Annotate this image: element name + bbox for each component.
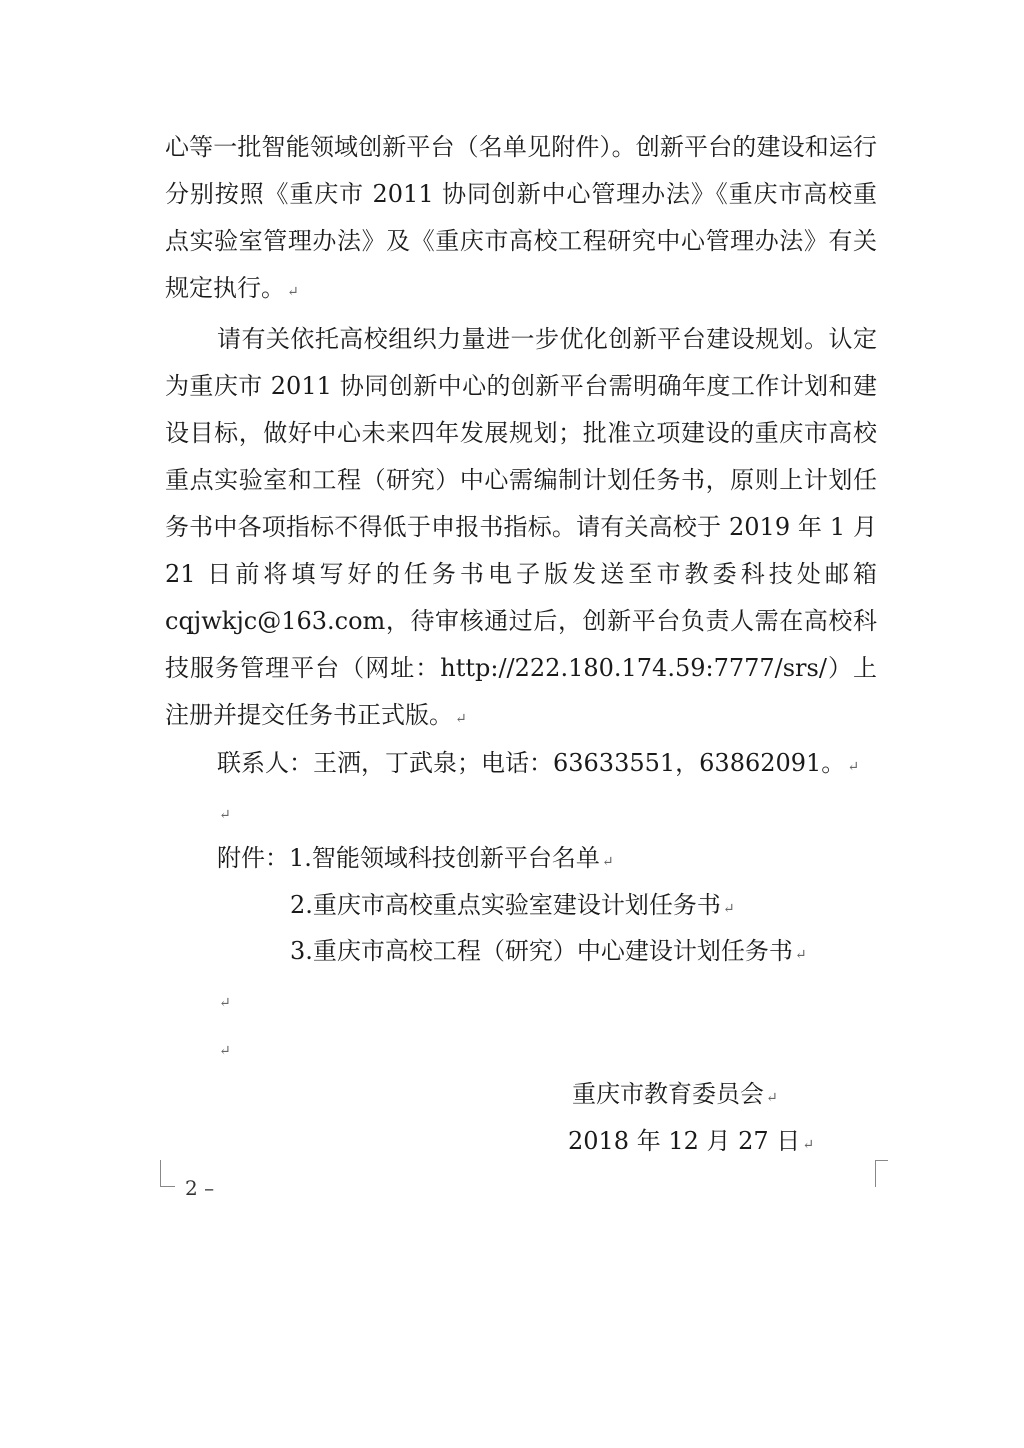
attachment-line-3: [290, 928, 807, 979]
paragraph-mark: ↵: [802, 1137, 815, 1153]
attachment-line-1: [217, 835, 614, 886]
contact-line: [217, 740, 859, 791]
margin-corner-left: [160, 1160, 175, 1187]
paragraph-mark: ↵: [287, 284, 299, 300]
issue-date: 2018 年 12 月 27 日: [568, 1127, 801, 1155]
paragraph-mark: ↵: [455, 711, 467, 727]
page-number: 2 –: [185, 1176, 215, 1200]
paragraph-mark: ↵: [847, 759, 860, 775]
contact-text: 联系人：王洒，丁武泉；电话：63633551，63862091。: [217, 749, 846, 777]
margin-corner-right: [875, 1160, 888, 1187]
paragraph-mark: ↵: [794, 947, 807, 963]
blank-line: [217, 788, 231, 839]
issuer-name: 重庆市教育委员会: [572, 1080, 764, 1108]
attachment-item-3: 3.重庆市高校工程（研究）中心建设计划任务书: [290, 937, 793, 965]
issuer-line: [572, 1071, 778, 1122]
body-text: [165, 124, 877, 743]
blank-line: [217, 976, 231, 1027]
paragraph-mark: ↵: [219, 995, 231, 1011]
attachment-item-1: 1.智能领域科技创新平台名单: [289, 844, 600, 872]
attachment-item-2: 2.重庆市高校重点实验室建设计划任务书: [290, 891, 721, 919]
paragraph-mark: ↵: [722, 901, 735, 917]
paragraph-mark: ↵: [219, 1043, 231, 1059]
paragraph-platform-rules: [165, 124, 877, 316]
paragraph-text: 心等一批智能领域创新平台（名单见附件）。创新平台的建设和运行分别按照《重庆市 2011 协同创新中心管理办法》《重庆市高校重点实验室管理办法》及《重庆市高校工程研究中心管理办法》有关规定执行。: [165, 133, 877, 302]
paragraph-mark: ↵: [219, 807, 231, 823]
date-line: [568, 1118, 814, 1169]
paragraph-mark: ↵: [766, 1090, 778, 1106]
attachments-label: 附件：: [217, 844, 289, 872]
attachment-line-2: [290, 882, 735, 933]
paragraph-task-book: [165, 316, 877, 743]
blank-line: [217, 1024, 231, 1075]
paragraph-text: 请有关依托高校组织力量进一步优化创新平台建设规划。认定为重庆市 2011 协同创新中心的创新平台需明确年度工作计划和建设目标，做好中心未来四年发展规划；批准立项建设的重庆市高校重点实验室和工程（研究）中心需编制计划任务书，原则上计划任务书中各项指标不得低于申报书指标。请有关高校于 2019 年 1 月 21 日前将填写好的任务书电子版发送至市教委科技处邮箱 cqjwkjc@163.com，待审核通过后，创新平台负责人需在高校科技服务管理平台（网址：http://222.180.174.59:7777/srs/）上注册并提交任务书正式版。: [165, 325, 877, 729]
paragraph-mark: ↵: [601, 854, 614, 870]
